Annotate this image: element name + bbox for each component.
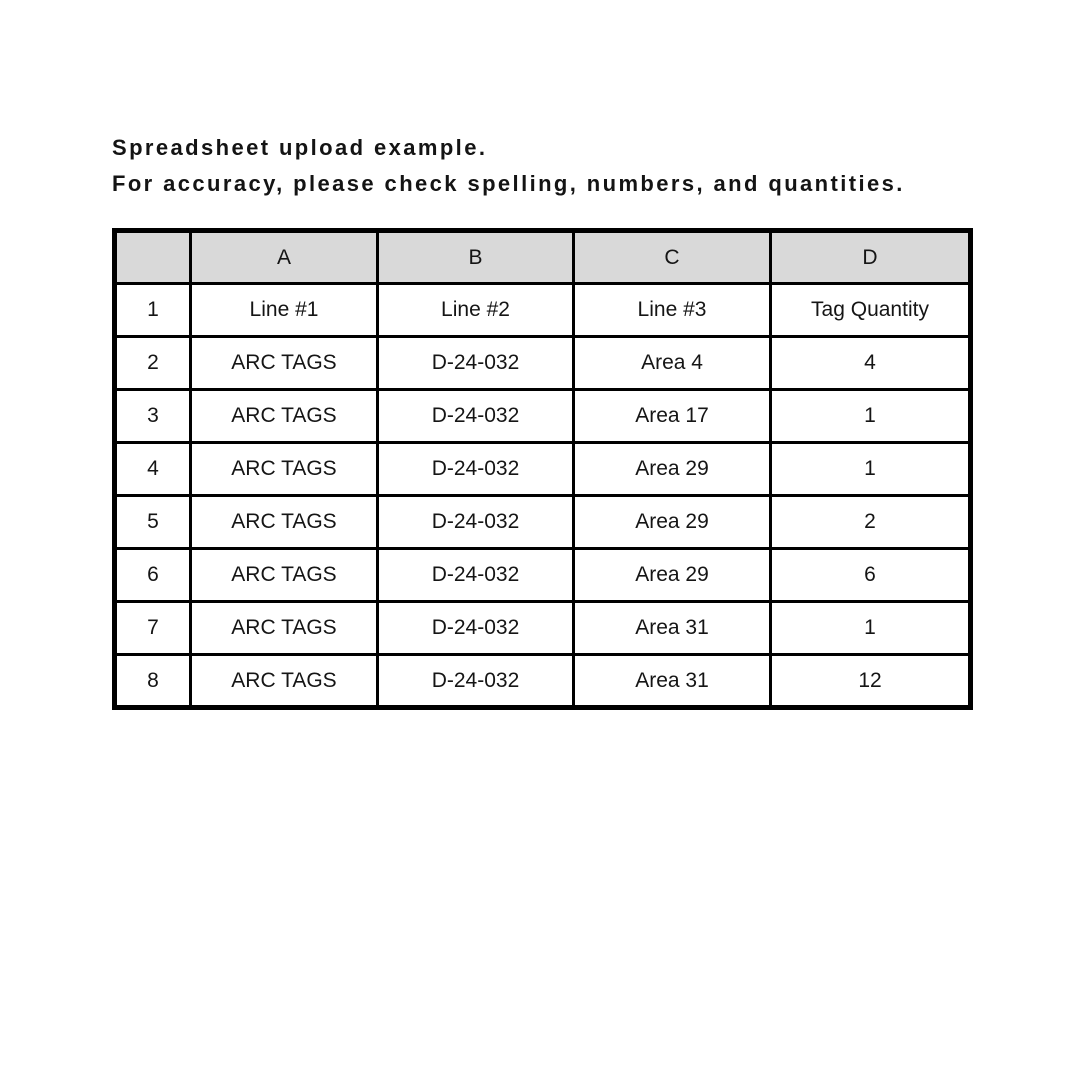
- data-cell: Line #2: [378, 284, 574, 337]
- data-cell: D-24-032: [378, 337, 574, 390]
- table-row: [115, 549, 971, 602]
- table-row: [115, 655, 971, 708]
- column-header-row: [115, 231, 971, 284]
- data-cell: D-24-032: [378, 390, 574, 443]
- row-number: 1: [115, 284, 191, 337]
- data-cell: Area 29: [574, 549, 771, 602]
- spreadsheet-table: [112, 228, 973, 710]
- data-cell: 2: [771, 496, 971, 549]
- data-cell: 12: [771, 655, 971, 708]
- intro-text: [112, 130, 905, 202]
- data-cell: ARC TAGS: [191, 443, 378, 496]
- data-cell: D-24-032: [378, 602, 574, 655]
- col-header-B: B: [378, 231, 574, 284]
- intro-line-1: Spreadsheet upload example.: [112, 135, 488, 160]
- data-cell: Area 31: [574, 602, 771, 655]
- table-row: [115, 337, 971, 390]
- data-cell: Line #3: [574, 284, 771, 337]
- intro-line-2: For accuracy, please check spelling, numbers, and quantities.: [112, 171, 905, 196]
- row-number: 2: [115, 337, 191, 390]
- table-row: [115, 496, 971, 549]
- data-cell: Area 31: [574, 655, 771, 708]
- row-number: 6: [115, 549, 191, 602]
- data-cell: 6: [771, 549, 971, 602]
- data-cell: D-24-032: [378, 549, 574, 602]
- data-cell: Area 29: [574, 443, 771, 496]
- data-cell: ARC TAGS: [191, 602, 378, 655]
- data-cell: 4: [771, 337, 971, 390]
- data-cell: Area 29: [574, 496, 771, 549]
- table-row: [115, 284, 971, 337]
- table-row: [115, 602, 971, 655]
- table-row: [115, 443, 971, 496]
- col-header-D: D: [771, 231, 971, 284]
- corner-cell: [115, 231, 191, 284]
- data-cell: ARC TAGS: [191, 655, 378, 708]
- data-cell: D-24-032: [378, 655, 574, 708]
- data-cell: 1: [771, 443, 971, 496]
- data-cell: Area 4: [574, 337, 771, 390]
- data-cell: ARC TAGS: [191, 337, 378, 390]
- data-cell: D-24-032: [378, 443, 574, 496]
- data-cell: 1: [771, 602, 971, 655]
- row-number: 4: [115, 443, 191, 496]
- col-header-C: C: [574, 231, 771, 284]
- data-cell: 1: [771, 390, 971, 443]
- data-cell: Tag Quantity: [771, 284, 971, 337]
- data-cell: D-24-032: [378, 496, 574, 549]
- row-number: 8: [115, 655, 191, 708]
- data-cell: Area 17: [574, 390, 771, 443]
- table-row: [115, 390, 971, 443]
- col-header-A: A: [191, 231, 378, 284]
- row-number: 5: [115, 496, 191, 549]
- data-cell: ARC TAGS: [191, 549, 378, 602]
- row-number: 7: [115, 602, 191, 655]
- row-number: 3: [115, 390, 191, 443]
- data-cell: ARC TAGS: [191, 496, 378, 549]
- data-cell: Line #1: [191, 284, 378, 337]
- data-cell: ARC TAGS: [191, 390, 378, 443]
